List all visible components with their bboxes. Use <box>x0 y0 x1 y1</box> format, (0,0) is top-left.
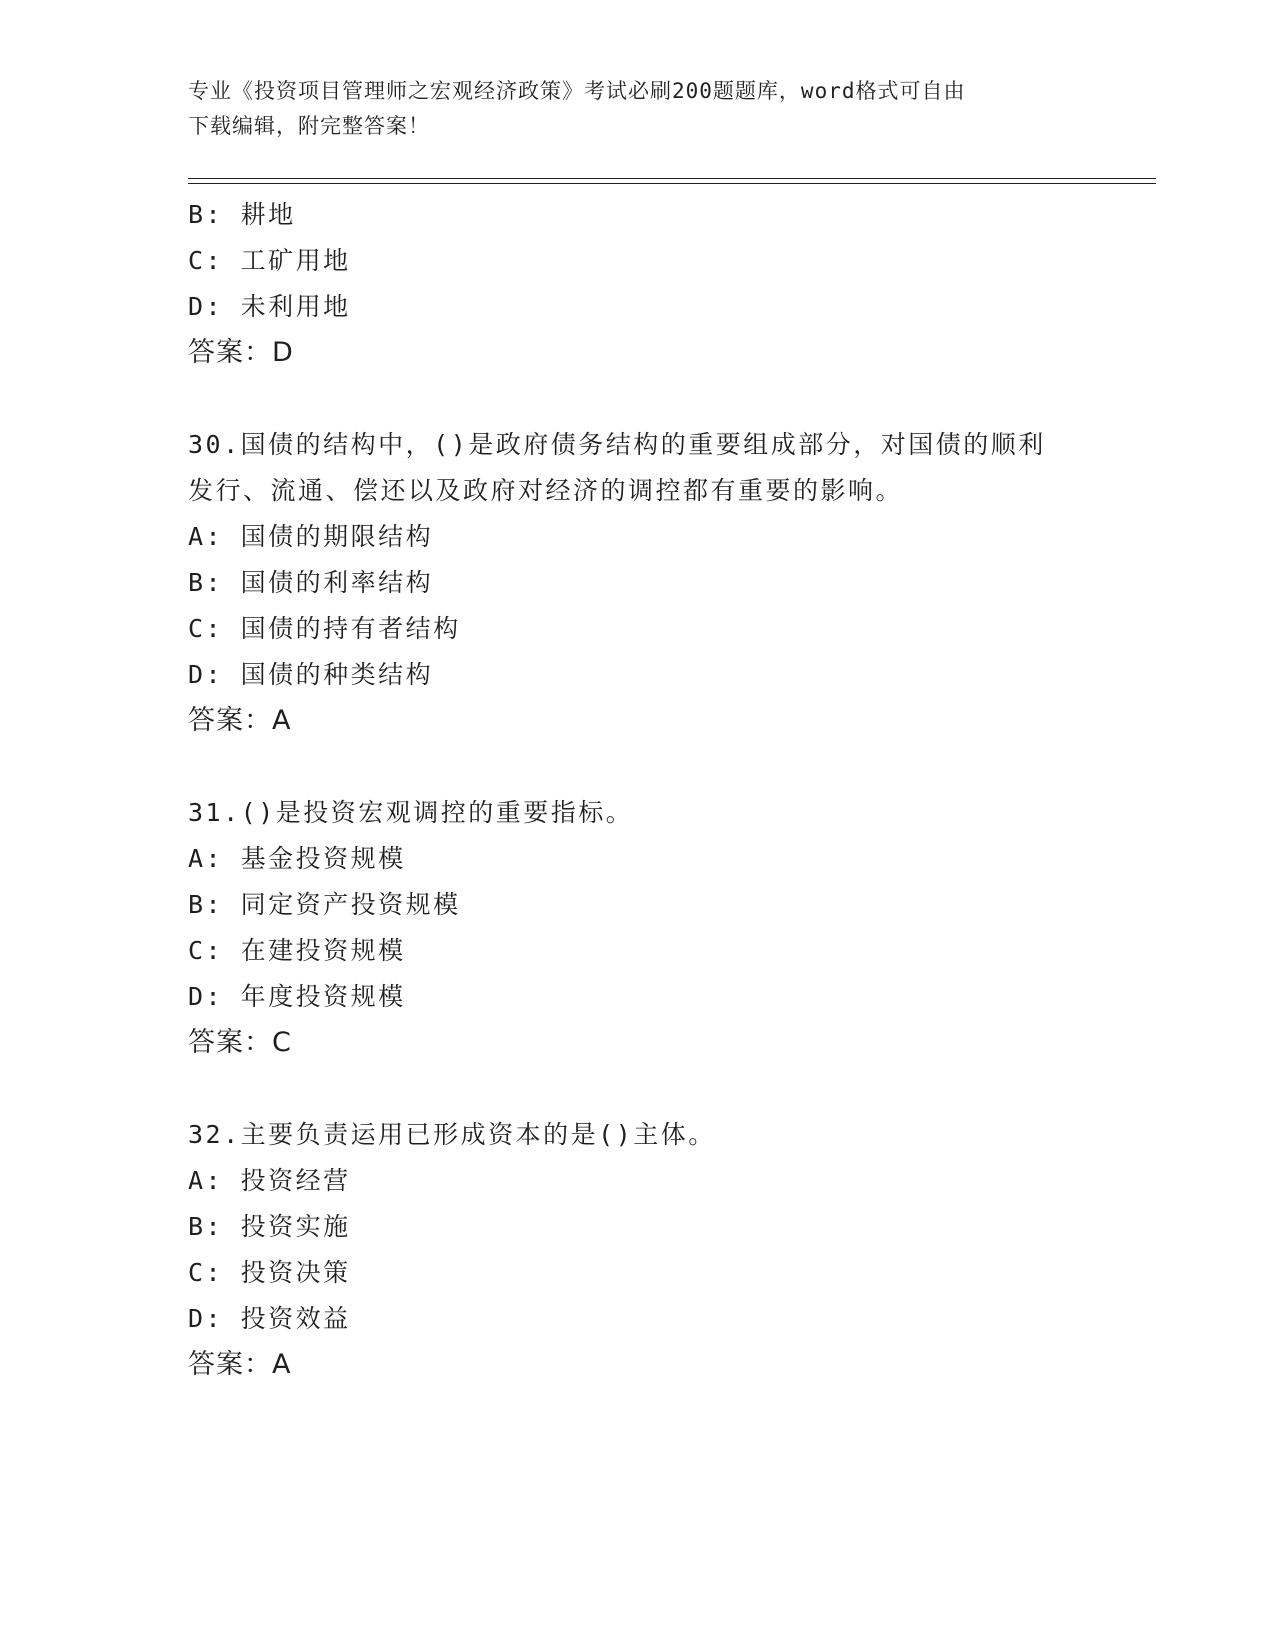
option-d: D: 投资效益 <box>188 1304 351 1333</box>
option-d: D: 未利用地 <box>188 292 351 321</box>
question-stem-line: 发行、流通、偿还以及政府对经济的调控都有重要的影响。 <box>188 476 904 505</box>
answer: 答案：A <box>188 1349 292 1380</box>
header-line-2: 下载编辑，附完整答案！ <box>188 114 430 138</box>
document-header <box>188 74 1088 144</box>
option-c: C: 国债的持有者结构 <box>188 614 461 643</box>
option-a: A: 投资经营 <box>188 1166 351 1195</box>
option-a: A: 基金投资规模 <box>188 844 406 873</box>
answer: 答案：A <box>188 705 292 736</box>
option-b: B: 耕地 <box>188 200 296 229</box>
option-a: A: 国债的期限结构 <box>188 522 434 551</box>
option-d: D: 年度投资规模 <box>188 982 406 1011</box>
header-line-1: 专业《投资项目管理师之宏观经济政策》考试必刷200题题库，word格式可自由 <box>188 79 966 103</box>
question-stem-line: 32.主要负责运用已形成资本的是()主体。 <box>188 1120 716 1149</box>
header-divider-bottom <box>188 183 1156 184</box>
option-c: C: 投资决策 <box>188 1258 351 1287</box>
option-c: C: 工矿用地 <box>188 246 351 275</box>
option-b: B: 投资实施 <box>188 1212 351 1241</box>
option-b: B: 国债的利率结构 <box>188 568 434 597</box>
header-divider-top <box>188 178 1156 179</box>
answer: 答案：D <box>188 337 294 368</box>
option-b: B: 同定资产投资规模 <box>188 890 461 919</box>
question-content <box>188 192 1088 1388</box>
answer: 答案：C <box>188 1027 292 1058</box>
question-30 <box>188 422 1088 744</box>
option-d: D: 国债的种类结构 <box>188 660 434 689</box>
option-c: C: 在建投资规模 <box>188 936 406 965</box>
question-31 <box>188 790 1088 1066</box>
question-32 <box>188 1112 1088 1388</box>
partial-question <box>188 192 1088 376</box>
question-stem-line: 31.()是投资宏观调控的重要指标。 <box>188 798 634 827</box>
question-stem-line: 30.国债的结构中，()是政府债务结构的重要组成部分，对国债的顺利 <box>188 430 1046 459</box>
